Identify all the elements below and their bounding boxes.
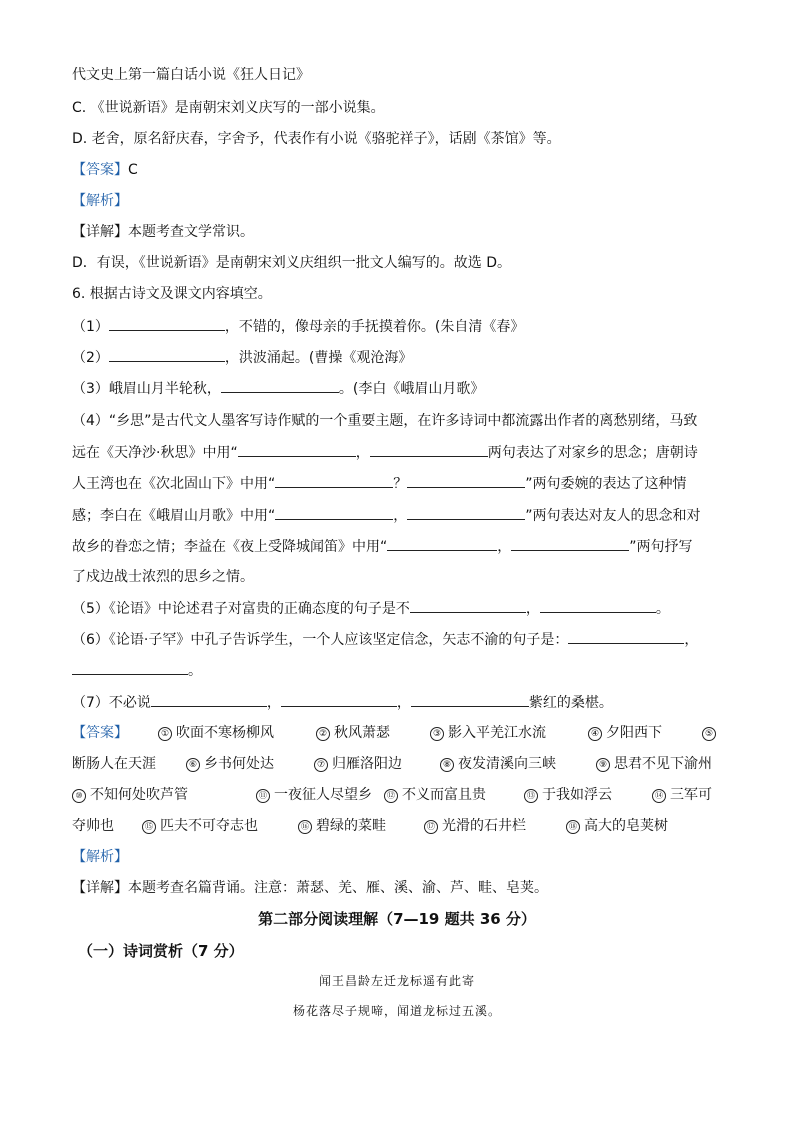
poem-line: 杨花落尽子规啼，闻道龙标过五溪。	[292, 1004, 501, 1018]
question-item	[72, 473, 724, 494]
item-number: ⑰	[424, 820, 438, 834]
item-number: ⑭	[652, 789, 666, 803]
question-heading: 6. 根据古诗文及课文内容填空。	[72, 286, 272, 302]
question-item	[72, 442, 724, 463]
question-item	[72, 347, 724, 368]
detail-line	[72, 222, 724, 242]
answer-line	[72, 160, 724, 180]
answer-blank	[411, 692, 529, 707]
answer-item	[524, 785, 612, 805]
answer-blank	[275, 473, 393, 488]
answer-text: 不知何处吹芦管	[90, 787, 188, 803]
text-line: 代文史上第一篇白话小说《狂人日记》	[72, 67, 310, 83]
item-number: ③	[430, 727, 444, 741]
analysis-tag: 【解析】	[72, 849, 128, 865]
item-number: ①	[158, 727, 172, 741]
item-text: （6）《论语·子罕》中孔子告诉学生，一个人应该坚定信念，矢志不渝的句子是：	[72, 632, 569, 648]
item-number: ⑫	[384, 789, 398, 803]
answer-blank	[221, 378, 339, 393]
answer-blank	[72, 660, 188, 675]
answer-text: 夜发清溪向三峡	[458, 756, 556, 772]
detail-text: 本题考查文学常识。	[128, 224, 254, 240]
item-number: ⑨	[596, 758, 610, 772]
answer-blank	[275, 505, 393, 520]
section-heading: 第二部分阅读理解（7—19 题共 36 分）	[258, 910, 536, 928]
item-number: ⑦	[314, 758, 328, 772]
item-number: ⑮	[142, 820, 156, 834]
answer-text: 思君不见下渝州	[614, 756, 712, 772]
text-line: D．有误，《世说新语》是南朝宋刘义庆组织一批文人编写的。故选 D。	[72, 255, 512, 271]
question-item	[72, 316, 724, 337]
item-text: ，	[396, 695, 411, 711]
answer-text: 归雁洛阳边	[332, 756, 402, 772]
answer-text: 断肠人在天涯	[72, 756, 156, 772]
detail-line	[72, 878, 724, 898]
answer-tag: 【答案】	[72, 162, 128, 178]
item-label: （3）峨眉山月半轮秋，	[72, 381, 221, 397]
answer-text: 夕阳西下	[606, 725, 662, 741]
answer-item	[430, 723, 546, 743]
item-text: ”两句委婉的表达了这种情	[525, 476, 687, 492]
item-label: （1）	[72, 319, 109, 335]
answer-blank	[109, 347, 225, 362]
answer-text: 不义而富且贵	[402, 787, 486, 803]
answer-blank	[151, 692, 267, 707]
subsection-heading: （一）诗词赏析（7 分）	[78, 942, 244, 960]
answer-blank	[238, 442, 356, 457]
answer-blank	[540, 598, 656, 613]
item-number: ⑯	[298, 820, 312, 834]
item-text: ，不错的，像母亲的手抚摸着你。(朱自清《春》	[224, 319, 525, 335]
item-text: 人王湾也在《次北固山下》中用“	[72, 476, 276, 492]
answer-item	[72, 754, 156, 774]
item-text: ，	[393, 508, 408, 524]
answer-item	[384, 785, 486, 805]
item-text: 远在《天净沙·秋思》中用“	[72, 445, 238, 461]
item-number: ②	[316, 727, 330, 741]
item-number: ⑩	[72, 789, 86, 803]
item-text: ，	[525, 601, 540, 617]
answer-text: 影入平羌江水流	[448, 725, 546, 741]
item-number: ⑤	[702, 727, 716, 741]
item-text: 两句表达了对家乡的思念；唐朝诗	[487, 445, 698, 461]
item-text: ”两句表达对友人的思念和对	[525, 508, 701, 524]
answer-blank	[568, 629, 684, 644]
item-text: ”两句抒写	[629, 539, 693, 555]
answer-text: 光滑的石井栏	[442, 818, 526, 834]
question-item	[72, 536, 724, 557]
detail-text: 本题考查名篇背诵。注意：萧瑟、羌、雁、溪、渝、芦、畦、皂荚。	[128, 880, 548, 896]
answer-text: 夺帅也	[72, 818, 114, 834]
item-text: ，	[266, 695, 281, 711]
item-text: 紫红的桑椹。	[528, 695, 613, 711]
answer-item	[158, 723, 274, 743]
answer-item	[702, 723, 720, 743]
answer-item	[298, 816, 386, 836]
text-line: C. 《世说新语》是南朝宋刘义庆写的一部小说集。	[72, 100, 385, 116]
item-text: ，	[684, 632, 699, 648]
answer-text: 高大的皂荚树	[584, 818, 668, 834]
text-line: D. 老舍，原名舒庆春，字舍予，代表作有小说《骆驼祥子》，话剧《茶馆》等。	[72, 131, 561, 147]
item-text: 感；李白在《峨眉山月歌》中用“	[72, 508, 276, 524]
answer-text: 匹夫不可夺志也	[160, 818, 258, 834]
question-item	[72, 598, 724, 619]
answer-blank	[410, 598, 526, 613]
answer-item	[186, 754, 274, 774]
poem-title: 闻王昌龄左迁龙标遥有此寄	[318, 974, 475, 988]
answer-item	[316, 723, 390, 743]
answer-item	[596, 754, 712, 774]
answer-blank	[387, 536, 497, 551]
answer-row	[72, 723, 724, 743]
answer-tag: 【答案】	[72, 725, 128, 741]
answer-value: C	[128, 162, 138, 178]
detail-tag: 【详解】	[72, 880, 128, 896]
detail-tag: 【详解】	[72, 224, 128, 240]
question-item	[72, 660, 724, 681]
item-text: ，	[497, 539, 512, 555]
question-item	[72, 505, 724, 526]
item-number: ⑪	[256, 789, 270, 803]
answer-blank	[407, 473, 525, 488]
item-text: 。	[188, 663, 202, 679]
analysis-tag: 【解析】	[72, 193, 128, 209]
item-number: ⑥	[186, 758, 200, 772]
item-number: ⑧	[440, 758, 454, 772]
item-text: 。(李白《峨眉山月歌》	[338, 381, 485, 397]
item-text: （7）不必说	[72, 695, 151, 711]
question-item	[72, 692, 724, 713]
answer-item	[652, 785, 712, 805]
answer-text: 一夜征人尽望乡	[274, 787, 372, 803]
item-text: （5）《论语》中论述君子对富贵的正确态度的句子是不	[72, 601, 410, 617]
answer-text: 乡书何处达	[204, 756, 274, 772]
item-number: ④	[588, 727, 602, 741]
answer-text: 三军可	[670, 787, 712, 803]
answer-blank	[511, 536, 629, 551]
answer-item	[72, 785, 188, 805]
item-text: ？	[393, 476, 408, 492]
answer-item	[566, 816, 668, 836]
answer-text: 吹面不寒杨柳风	[176, 725, 274, 741]
item-number: ⑬	[524, 789, 538, 803]
answer-text: 于我如浮云	[542, 787, 612, 803]
item-text: 故乡的眷恋之情；李益在《夜上受降城闻笛》中用“	[72, 539, 388, 555]
answer-text: 秋风萧瑟	[334, 725, 390, 741]
answer-item	[142, 816, 258, 836]
answer-item	[424, 816, 526, 836]
answer-item	[256, 785, 372, 805]
answer-blank	[109, 316, 225, 331]
answer-item	[588, 723, 662, 743]
item-text: ，	[355, 445, 370, 461]
answer-item	[440, 754, 556, 774]
answer-blank	[281, 692, 397, 707]
text-line: 了戍边战士浓烈的思乡之情。	[72, 569, 254, 585]
item-text: ，洪波涌起。(曹操《观沧海》	[224, 350, 413, 366]
answer-item	[72, 816, 114, 836]
answer-item	[314, 754, 402, 774]
answer-blank	[407, 505, 525, 520]
question-item	[72, 629, 724, 650]
text-line: （4）“乡思”是古代文人墨客写诗作赋的一个重要主题，在许多诗词中都流露出作者的离愁别绪，马致	[72, 413, 698, 429]
item-text: 。	[655, 601, 670, 617]
item-label: （2）	[72, 350, 109, 366]
answer-text: 碧绿的菜畦	[316, 818, 386, 834]
item-number: ⑱	[566, 820, 580, 834]
answer-blank	[370, 442, 488, 457]
question-item	[72, 378, 724, 399]
